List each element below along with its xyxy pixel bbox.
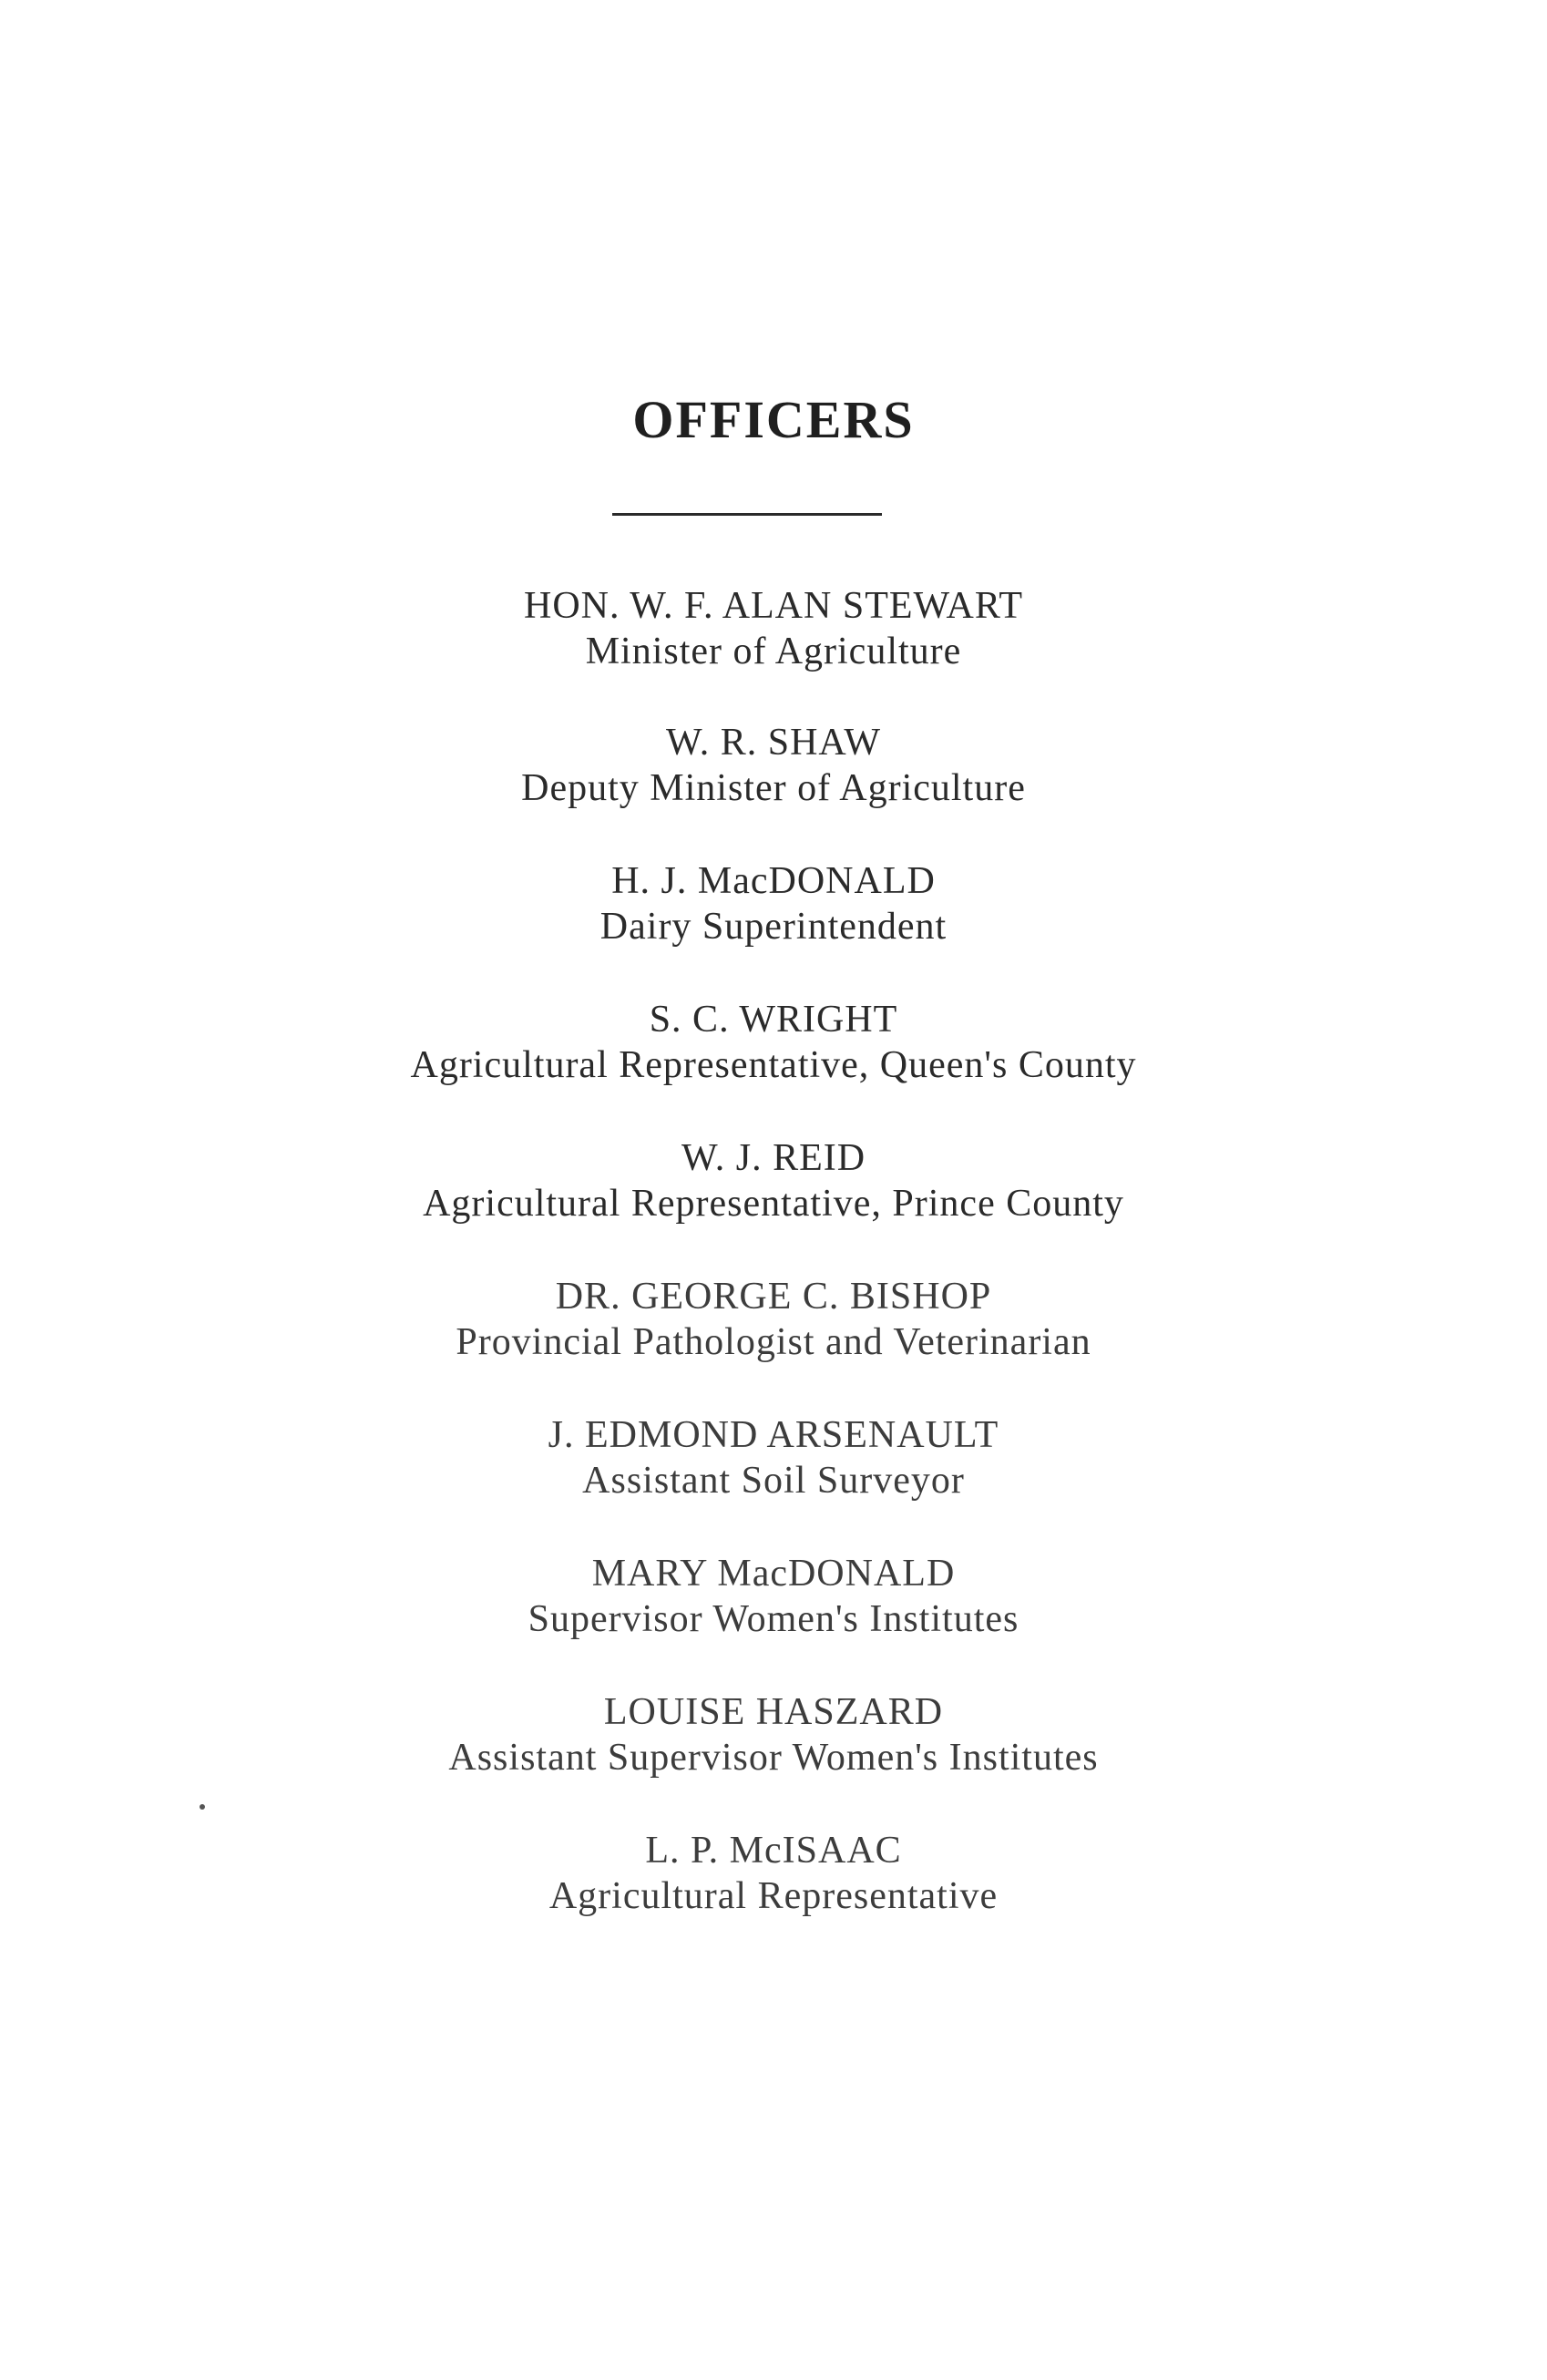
officer-name: DR. GEORGE C. BISHOP bbox=[555, 1276, 992, 1318]
officer-role: Agricultural Representative, Queen's County bbox=[410, 1044, 1137, 1086]
officer-name: H. J. MacDONALD bbox=[611, 860, 936, 902]
officer-role: Dairy Superintendent bbox=[599, 906, 948, 948]
officer-role: Provincial Pathologist and Veterinarian bbox=[456, 1321, 1091, 1363]
officer-name: J. EDMOND ARSENAULT bbox=[548, 1414, 999, 1456]
officer-role: Assistant Supervisor Women's Institutes bbox=[448, 1737, 1099, 1779]
officer-entry bbox=[0, 583, 1547, 674]
officer-role: Agricultural Representative bbox=[548, 1875, 999, 1917]
officer-entry bbox=[0, 858, 1547, 949]
officer-name: W. J. REID bbox=[681, 1137, 866, 1179]
officer-name: W. R. SHAW bbox=[665, 722, 882, 764]
officer-entry bbox=[0, 997, 1547, 1088]
officer-entry bbox=[0, 1412, 1547, 1503]
officer-name: L. P. McISAAC bbox=[645, 1830, 902, 1872]
officer-name: MARY MacDONALD bbox=[591, 1553, 956, 1595]
officer-role: Deputy Minister of Agriculture bbox=[521, 767, 1026, 809]
officer-entry bbox=[0, 1274, 1547, 1365]
officer-entry bbox=[0, 1828, 1547, 1919]
officer-role: Supervisor Women's Institutes bbox=[528, 1598, 1019, 1640]
page-title: OFFICERS bbox=[632, 390, 915, 449]
officer-role: Minister of Agriculture bbox=[585, 631, 962, 672]
paper-speck bbox=[200, 1804, 205, 1810]
officer-entry bbox=[0, 720, 1547, 811]
officer-entry bbox=[0, 1135, 1547, 1226]
officer-name: HON. W. F. ALAN STEWART bbox=[524, 585, 1023, 627]
officer-entry bbox=[0, 1551, 1547, 1642]
officer-name: LOUISE HASZARD bbox=[603, 1691, 944, 1733]
officer-role: Assistant Soil Surveyor bbox=[582, 1460, 965, 1502]
officer-name: S. C. WRIGHT bbox=[649, 999, 898, 1041]
title-divider bbox=[612, 513, 882, 516]
officer-role: Agricultural Representative, Prince County bbox=[423, 1183, 1124, 1225]
officer-entry bbox=[0, 1689, 1547, 1780]
